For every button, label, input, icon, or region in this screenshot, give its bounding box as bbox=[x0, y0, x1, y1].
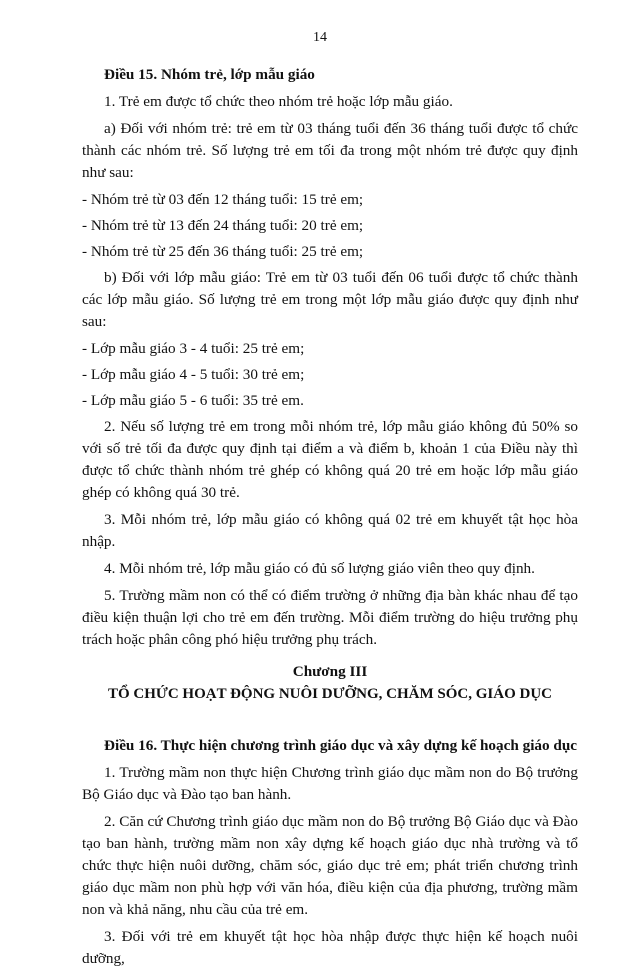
article-15-point-b: b) Đối với lớp mẫu giáo: Trẻ em từ 03 tuổi đến 06 tuổi được tổ chức thành các lớp mẫu giáo. Số lượng trẻ em trong một lớp mẫu giáo được quy định như sau: bbox=[82, 269, 578, 330]
page-number: 14 bbox=[313, 30, 327, 45]
article-15-clause-5: 5. Trường mầm non có thể có điểm trường ở những địa bàn khác nhau để tạo điều kiện thuận lợi cho trẻ em đến trường. Mỗi điểm trường do hiệu trưởng phụ trách hoặc phân công phó hiệu trưởng phụ trách. bbox=[82, 587, 578, 648]
chapter-label: Chương III bbox=[292, 663, 368, 680]
article-16-heading: Điều 16. Thực hiện chương trình giáo dục và xây dựng kế hoạch giáo dục bbox=[104, 737, 578, 754]
nhom-tre-item: - Nhóm trẻ từ 03 đến 12 tháng tuổi: 15 trẻ em; bbox=[82, 191, 364, 208]
article-15-point-a: a) Đối với nhóm trẻ: trẻ em từ 03 tháng tuổi đến 36 tháng tuổi được tổ chức thành các nhóm trẻ. Số lượng trẻ em tối đa trong một nhóm trẻ được quy định như sau: bbox=[82, 120, 578, 181]
nhom-tre-item: - Nhóm trẻ từ 25 đến 36 tháng tuổi: 25 trẻ em; bbox=[82, 243, 364, 260]
lop-mau-giao-item: - Lớp mẫu giáo 4 - 5 tuổi: 30 trẻ em; bbox=[82, 366, 305, 383]
article-16-clause-1: 1. Trường mầm non thực hiện Chương trình giáo dục mầm non do Bộ trưởng Bộ Giáo dục và Đào tạo ban hành. bbox=[82, 764, 578, 803]
nhom-tre-item: - Nhóm trẻ từ 13 đến 24 tháng tuổi: 20 trẻ em; bbox=[82, 217, 364, 234]
article-16-clause-3: 3. Đối với trẻ em khuyết tật học hòa nhập được thực hiện kế hoạch nuôi dưỡng, bbox=[82, 928, 578, 967]
chapter-title: TỔ CHỨC HOẠT ĐỘNG NUÔI DƯỠNG, CHĂM SÓC, GIÁO DỤC bbox=[107, 686, 553, 702]
article-16-clause-2: 2. Căn cứ Chương trình giáo dục mầm non do Bộ trưởng Bộ Giáo dục và Đào tạo ban hành, trường mầm non xây dựng kế hoạch giáo dục nhà trường và tổ chức thực hiện nuôi dưỡng, chăm sóc, giáo dục trẻ em; phát triển chương trình giáo dục mầm non phù hợp với văn hóa, điều kiện của địa phương, trường mầm non và khả năng, nhu cầu của trẻ em. bbox=[82, 813, 578, 918]
article-15-clause-2: 2. Nếu số lượng trẻ em trong mỗi nhóm trẻ, lớp mẫu giáo không đủ 50% so với số trẻ tối đa được quy định tại điểm a và điểm b, khoản 1 của Điều này thì được tổ chức thành nhóm trẻ ghép có không quá 20 trẻ em hoặc lớp mẫu giáo ghép có không quá 30 trẻ. bbox=[82, 418, 578, 501]
article-15-clause-4: 4. Mỗi nhóm trẻ, lớp mẫu giáo có đủ số lượng giáo viên theo quy định. bbox=[104, 560, 535, 577]
article-16 bbox=[82, 735, 578, 970]
lop-mau-giao-item: - Lớp mẫu giáo 5 - 6 tuổi: 35 trẻ em. bbox=[82, 392, 304, 409]
document-body bbox=[82, 64, 578, 975]
article-15-heading: Điều 15. Nhóm trẻ, lớp mẫu giáo bbox=[104, 66, 315, 83]
article-15 bbox=[82, 64, 578, 651]
article-15-clause-3: 3. Mỗi nhóm trẻ, lớp mẫu giáo có không quá 02 trẻ em khuyết tật học hòa nhập. bbox=[82, 511, 578, 550]
lop-mau-giao-item: - Lớp mẫu giáo 3 - 4 tuổi: 25 trẻ em; bbox=[82, 340, 305, 357]
article-15-clause-1: 1. Trẻ em được tổ chức theo nhóm trẻ hoặc lớp mẫu giáo. bbox=[104, 93, 453, 110]
